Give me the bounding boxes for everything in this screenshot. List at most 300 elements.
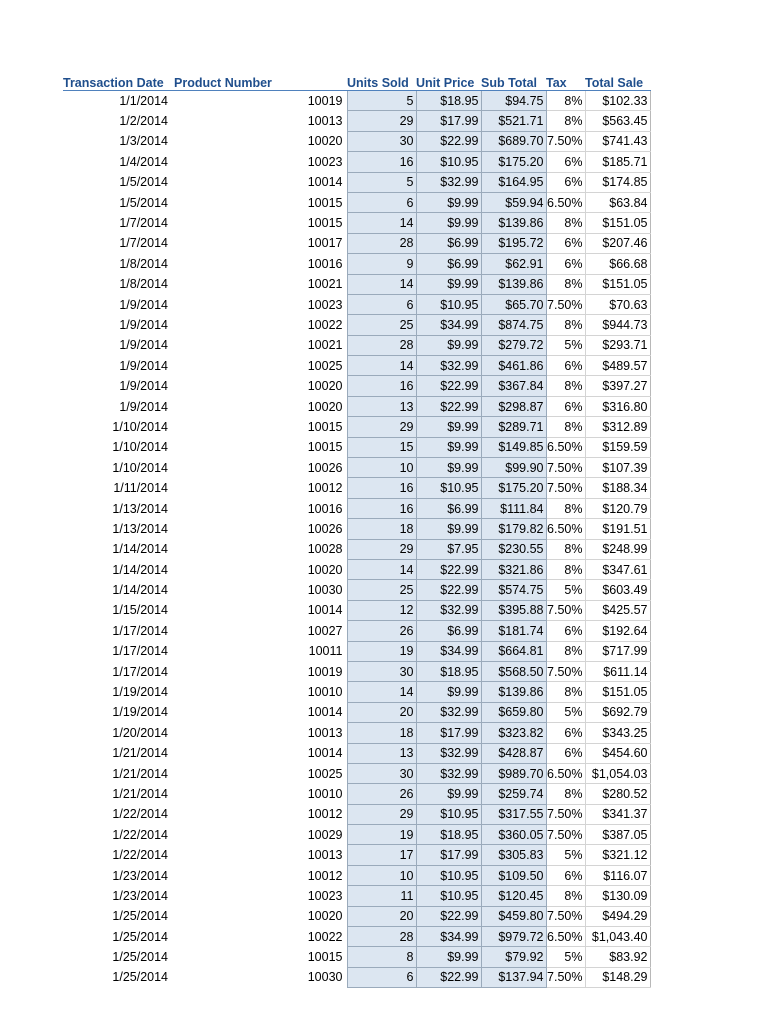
cell-units-sold: 29 (347, 539, 416, 559)
cell-total-sale: $191.51 (585, 519, 650, 539)
cell-tax: 6% (546, 152, 585, 172)
cell-units-sold: 30 (347, 763, 416, 783)
cell-units-sold: 10 (347, 865, 416, 885)
cell-sub-total: $230.55 (481, 539, 546, 559)
cell-tax: 8% (546, 91, 585, 111)
cell-total-sale: $321.12 (585, 845, 650, 865)
cell-transaction-date: 1/8/2014 (119, 256, 168, 271)
cell-units-sold: 6 (347, 192, 416, 212)
table-row (63, 111, 650, 131)
cell-tax: 8% (546, 315, 585, 335)
cell-sub-total: $62.91 (481, 254, 546, 274)
cell-unit-price: $22.99 (416, 580, 481, 600)
cell-units-sold: 18 (347, 723, 416, 743)
cell-tax: 6% (546, 396, 585, 416)
table-row (63, 947, 650, 967)
cell-product-number: 10030 (307, 583, 343, 598)
header-unit-price: Unit Price (416, 72, 481, 91)
cell-unit-price: $7.95 (416, 539, 481, 559)
cell-product-number: 10013 (307, 848, 343, 863)
cell-transaction-date: 1/14/2014 (112, 542, 168, 557)
table-row (63, 458, 650, 478)
cell-sub-total: $179.82 (481, 519, 546, 539)
cell-unit-price: $10.95 (416, 886, 481, 906)
table-row (63, 723, 650, 743)
cell-product-number: 10020 (307, 562, 343, 577)
table-row (63, 315, 650, 335)
cell-product-number: 10013 (307, 114, 343, 129)
cell-total-sale: $454.60 (585, 743, 650, 763)
cell-sub-total: $574.75 (481, 580, 546, 600)
cell-unit-price: $9.99 (416, 274, 481, 294)
cell-product-number: 10017 (307, 236, 343, 251)
cell-units-sold: 26 (347, 784, 416, 804)
cell-units-sold: 28 (347, 335, 416, 355)
cell-sub-total: $139.86 (481, 682, 546, 702)
cell-transaction-date: 1/9/2014 (119, 358, 168, 373)
cell-tax: 6% (546, 172, 585, 192)
cell-total-sale: $692.79 (585, 702, 650, 722)
table-row (63, 131, 650, 151)
cell-product-number: 10022 (307, 317, 343, 332)
table-row (63, 927, 650, 947)
cell-total-sale: $151.05 (585, 682, 650, 702)
cell-sub-total: $568.50 (481, 661, 546, 681)
cell-units-sold: 19 (347, 825, 416, 845)
cell-transaction-date: 1/11/2014 (113, 481, 168, 496)
cell-unit-price: $9.99 (416, 519, 481, 539)
cell-total-sale: $248.99 (585, 539, 650, 559)
cell-product-number: 10029 (307, 827, 343, 842)
cell-tax: 8% (546, 111, 585, 131)
cell-product-number: 10021 (307, 277, 343, 292)
cell-product-number: 10016 (307, 256, 343, 271)
cell-unit-price: $17.99 (416, 111, 481, 131)
cell-tax: 8% (546, 682, 585, 702)
cell-product-number: 10014 (307, 746, 343, 761)
cell-units-sold: 29 (347, 417, 416, 437)
table-row (63, 865, 650, 885)
cell-unit-price: $22.99 (416, 906, 481, 926)
table-row (63, 886, 650, 906)
cell-tax: 5% (546, 335, 585, 355)
cell-product-number: 10030 (307, 970, 343, 985)
cell-total-sale: $1,043.40 (585, 927, 650, 947)
table-row (63, 91, 650, 111)
cell-product-number: 10019 (307, 93, 343, 108)
cell-product-number: 10020 (307, 379, 343, 394)
cell-units-sold: 12 (347, 600, 416, 620)
cell-unit-price: $34.99 (416, 315, 481, 335)
cell-unit-price: $9.99 (416, 784, 481, 804)
cell-unit-price: $32.99 (416, 356, 481, 376)
cell-total-sale: $185.71 (585, 152, 650, 172)
header-sub-total: Sub Total (481, 72, 546, 91)
cell-total-sale: $70.63 (585, 294, 650, 314)
cell-units-sold: 28 (347, 927, 416, 947)
cell-tax: 6% (546, 743, 585, 763)
cell-unit-price: $22.99 (416, 396, 481, 416)
cell-tax: 7.50% (546, 131, 585, 151)
cell-sub-total: $305.83 (481, 845, 546, 865)
table-row (63, 254, 650, 274)
cell-sub-total: $298.87 (481, 396, 546, 416)
cell-sub-total: $139.86 (481, 213, 546, 233)
cell-transaction-date: 1/5/2014 (119, 195, 168, 210)
cell-tax: 5% (546, 845, 585, 865)
cell-tax: 7.50% (546, 661, 585, 681)
cell-tax: 6.50% (546, 192, 585, 212)
cell-sub-total: $321.86 (481, 559, 546, 579)
cell-sub-total: $175.20 (481, 152, 546, 172)
cell-unit-price: $22.99 (416, 376, 481, 396)
cell-product-number: 10019 (307, 664, 343, 679)
cell-unit-price: $6.99 (416, 498, 481, 518)
cell-transaction-date: 1/7/2014 (119, 216, 168, 231)
cell-product-number: 10028 (307, 542, 343, 557)
cell-unit-price: $22.99 (416, 559, 481, 579)
cell-units-sold: 6 (347, 967, 416, 987)
cell-tax: 6.50% (546, 437, 585, 457)
cell-tax: 8% (546, 539, 585, 559)
cell-unit-price: $32.99 (416, 763, 481, 783)
cell-unit-price: $10.95 (416, 152, 481, 172)
cell-sub-total: $521.71 (481, 111, 546, 131)
cell-product-number: 10010 (307, 685, 343, 700)
cell-sub-total: $289.71 (481, 417, 546, 437)
cell-sub-total: $137.94 (481, 967, 546, 987)
cell-total-sale: $159.59 (585, 437, 650, 457)
cell-sub-total: $65.70 (481, 294, 546, 314)
cell-units-sold: 25 (347, 580, 416, 600)
table-row (63, 682, 650, 702)
cell-unit-price: $17.99 (416, 723, 481, 743)
cell-product-number: 10015 (307, 419, 343, 434)
table-row (63, 294, 650, 314)
cell-unit-price: $32.99 (416, 172, 481, 192)
table-row (63, 600, 650, 620)
cell-unit-price: $17.99 (416, 845, 481, 865)
cell-product-number: 10013 (307, 725, 343, 740)
cell-unit-price: $9.99 (416, 437, 481, 457)
table-row (63, 152, 650, 172)
cell-product-number: 10014 (307, 705, 343, 720)
table-row (63, 172, 650, 192)
cell-total-sale: $611.14 (585, 661, 650, 681)
cell-sub-total: $120.45 (481, 886, 546, 906)
cell-units-sold: 11 (347, 886, 416, 906)
cell-units-sold: 26 (347, 621, 416, 641)
cell-sub-total: $99.90 (481, 458, 546, 478)
cell-units-sold: 15 (347, 437, 416, 457)
table-row (63, 661, 650, 681)
cell-tax: 7.50% (546, 825, 585, 845)
cell-unit-price: $9.99 (416, 213, 481, 233)
cell-unit-price: $10.95 (416, 478, 481, 498)
cell-sub-total: $459.80 (481, 906, 546, 926)
table-row (63, 784, 650, 804)
cell-units-sold: 9 (347, 254, 416, 274)
cell-tax: 8% (546, 274, 585, 294)
cell-units-sold: 14 (347, 274, 416, 294)
cell-units-sold: 13 (347, 396, 416, 416)
cell-tax: 6% (546, 254, 585, 274)
cell-sub-total: $111.84 (481, 498, 546, 518)
cell-product-number: 10025 (307, 358, 343, 373)
cell-total-sale: $63.84 (585, 192, 650, 212)
cell-product-number: 10010 (307, 786, 343, 801)
cell-unit-price: $9.99 (416, 458, 481, 478)
cell-units-sold: 19 (347, 641, 416, 661)
table-row (63, 539, 650, 559)
cell-sub-total: $94.75 (481, 91, 546, 111)
cell-transaction-date: 1/5/2014 (119, 175, 168, 190)
cell-unit-price: $22.99 (416, 131, 481, 151)
cell-sub-total: $279.72 (481, 335, 546, 355)
cell-product-number: 10027 (307, 623, 343, 638)
cell-total-sale: $66.68 (585, 254, 650, 274)
cell-sub-total: $149.85 (481, 437, 546, 457)
cell-tax: 5% (546, 580, 585, 600)
cell-tax: 6% (546, 865, 585, 885)
cell-transaction-date: 1/22/2014 (112, 848, 168, 863)
cell-sub-total: $428.87 (481, 743, 546, 763)
cell-units-sold: 14 (347, 559, 416, 579)
cell-units-sold: 16 (347, 478, 416, 498)
cell-transaction-date: 1/25/2014 (112, 970, 168, 985)
header-units-sold: Units Sold (347, 72, 416, 91)
cell-unit-price: $10.95 (416, 294, 481, 314)
cell-sub-total: $461.86 (481, 356, 546, 376)
cell-sub-total: $195.72 (481, 233, 546, 253)
cell-tax: 8% (546, 498, 585, 518)
cell-unit-price: $9.99 (416, 417, 481, 437)
cell-product-number: 10023 (307, 297, 343, 312)
cell-product-number: 10022 (307, 929, 343, 944)
cell-unit-price: $9.99 (416, 192, 481, 212)
cell-transaction-date: 1/9/2014 (119, 399, 168, 414)
cell-total-sale: $717.99 (585, 641, 650, 661)
cell-total-sale: $494.29 (585, 906, 650, 926)
cell-tax: 7.50% (546, 458, 585, 478)
cell-sub-total: $659.80 (481, 702, 546, 722)
cell-units-sold: 14 (347, 682, 416, 702)
cell-transaction-date: 1/17/2014 (112, 644, 168, 659)
cell-transaction-date: 1/19/2014 (112, 685, 168, 700)
cell-transaction-date: 1/9/2014 (119, 297, 168, 312)
cell-tax: 8% (546, 784, 585, 804)
cell-total-sale: $280.52 (585, 784, 650, 804)
cell-product-number: 10012 (307, 481, 343, 496)
cell-product-number: 10020 (307, 909, 343, 924)
cell-transaction-date: 1/25/2014 (112, 950, 168, 965)
cell-unit-price: $9.99 (416, 947, 481, 967)
table-row (63, 417, 650, 437)
cell-sub-total: $259.74 (481, 784, 546, 804)
cell-total-sale: $130.09 (585, 886, 650, 906)
cell-sub-total: $367.84 (481, 376, 546, 396)
cell-total-sale: $741.43 (585, 131, 650, 151)
cell-total-sale: $107.39 (585, 458, 650, 478)
cell-total-sale: $83.92 (585, 947, 650, 967)
table-row (63, 825, 650, 845)
cell-unit-price: $18.95 (416, 825, 481, 845)
cell-total-sale: $563.45 (585, 111, 650, 131)
cell-unit-price: $9.99 (416, 682, 481, 702)
cell-unit-price: $22.99 (416, 967, 481, 987)
table-row (63, 498, 650, 518)
cell-product-number: 10026 (307, 521, 343, 536)
header-transaction-date: Transaction Date (63, 72, 174, 91)
cell-tax: 6.50% (546, 927, 585, 947)
cell-units-sold: 16 (347, 498, 416, 518)
table-row (63, 376, 650, 396)
cell-total-sale: $343.25 (585, 723, 650, 743)
cell-unit-price: $34.99 (416, 927, 481, 947)
table-row (63, 233, 650, 253)
cell-unit-price: $32.99 (416, 743, 481, 763)
cell-units-sold: 10 (347, 458, 416, 478)
cell-transaction-date: 1/10/2014 (112, 440, 168, 455)
cell-total-sale: $207.46 (585, 233, 650, 253)
transactions-table (63, 72, 651, 988)
cell-tax: 7.50% (546, 804, 585, 824)
table-row (63, 396, 650, 416)
cell-transaction-date: 1/17/2014 (112, 623, 168, 638)
cell-transaction-date: 1/10/2014 (112, 419, 168, 434)
cell-transaction-date: 1/14/2014 (112, 583, 168, 598)
cell-transaction-date: 1/8/2014 (119, 277, 168, 292)
cell-product-number: 10016 (307, 501, 343, 516)
table-row (63, 437, 650, 457)
cell-units-sold: 16 (347, 152, 416, 172)
cell-units-sold: 8 (347, 947, 416, 967)
cell-transaction-date: 1/9/2014 (119, 338, 168, 353)
table-row (63, 213, 650, 233)
cell-transaction-date: 1/13/2014 (112, 521, 168, 536)
cell-sub-total: $164.95 (481, 172, 546, 192)
cell-total-sale: $116.07 (585, 865, 650, 885)
cell-tax: 7.50% (546, 600, 585, 620)
cell-transaction-date: 1/10/2014 (112, 460, 168, 475)
cell-tax: 7.50% (546, 906, 585, 926)
cell-unit-price: $32.99 (416, 702, 481, 722)
cell-sub-total: $181.74 (481, 621, 546, 641)
cell-total-sale: $174.85 (585, 172, 650, 192)
cell-tax: 6% (546, 233, 585, 253)
cell-units-sold: 30 (347, 661, 416, 681)
cell-tax: 5% (546, 947, 585, 967)
cell-units-sold: 29 (347, 111, 416, 131)
cell-units-sold: 6 (347, 294, 416, 314)
cell-unit-price: $6.99 (416, 254, 481, 274)
cell-tax: 8% (546, 376, 585, 396)
cell-total-sale: $944.73 (585, 315, 650, 335)
cell-product-number: 10015 (307, 216, 343, 231)
cell-product-number: 10023 (307, 888, 343, 903)
cell-total-sale: $293.71 (585, 335, 650, 355)
cell-units-sold: 17 (347, 845, 416, 865)
cell-total-sale: $316.80 (585, 396, 650, 416)
cell-product-number: 10015 (307, 440, 343, 455)
table-row (63, 906, 650, 926)
cell-unit-price: $9.99 (416, 335, 481, 355)
cell-product-number: 10014 (307, 603, 343, 618)
cell-units-sold: 20 (347, 906, 416, 926)
cell-unit-price: $18.95 (416, 661, 481, 681)
cell-unit-price: $6.99 (416, 621, 481, 641)
cell-units-sold: 20 (347, 702, 416, 722)
cell-transaction-date: 1/21/2014 (112, 746, 168, 761)
cell-sub-total: $989.70 (481, 763, 546, 783)
cell-transaction-date: 1/7/2014 (119, 236, 168, 251)
cell-total-sale: $151.05 (585, 274, 650, 294)
header-tax: Tax (546, 72, 585, 91)
table-row (63, 702, 650, 722)
cell-units-sold: 16 (347, 376, 416, 396)
cell-total-sale: $102.33 (585, 91, 650, 111)
header-product-number: Product Number (174, 72, 347, 91)
table-row (63, 519, 650, 539)
cell-units-sold: 29 (347, 804, 416, 824)
cell-transaction-date: 1/25/2014 (112, 929, 168, 944)
cell-product-number: 10021 (307, 338, 343, 353)
cell-transaction-date: 1/9/2014 (119, 317, 168, 332)
cell-units-sold: 5 (347, 172, 416, 192)
cell-sub-total: $109.50 (481, 865, 546, 885)
cell-sub-total: $360.05 (481, 825, 546, 845)
table-row (63, 356, 650, 376)
cell-units-sold: 30 (347, 131, 416, 151)
cell-product-number: 10023 (307, 154, 343, 169)
cell-tax: 8% (546, 886, 585, 906)
cell-transaction-date: 1/2/2014 (119, 114, 168, 129)
cell-transaction-date: 1/19/2014 (112, 705, 168, 720)
cell-tax: 7.50% (546, 478, 585, 498)
cell-product-number: 10015 (307, 950, 343, 965)
table-row (63, 580, 650, 600)
cell-total-sale: $341.37 (585, 804, 650, 824)
cell-sub-total: $395.88 (481, 600, 546, 620)
cell-sub-total: $59.94 (481, 192, 546, 212)
table-row (63, 845, 650, 865)
cell-transaction-date: 1/23/2014 (112, 868, 168, 883)
cell-units-sold: 14 (347, 213, 416, 233)
cell-transaction-date: 1/20/2014 (112, 725, 168, 740)
cell-product-number: 10012 (307, 868, 343, 883)
cell-transaction-date: 1/9/2014 (119, 379, 168, 394)
cell-transaction-date: 1/22/2014 (112, 827, 168, 842)
cell-product-number: 10014 (307, 175, 343, 190)
cell-total-sale: $387.05 (585, 825, 650, 845)
cell-units-sold: 13 (347, 743, 416, 763)
cell-total-sale: $1,054.03 (585, 763, 650, 783)
cell-sub-total: $317.55 (481, 804, 546, 824)
cell-unit-price: $34.99 (416, 641, 481, 661)
cell-product-number: 10011 (308, 644, 343, 659)
table-row (63, 641, 650, 661)
cell-transaction-date: 1/22/2014 (112, 807, 168, 822)
cell-transaction-date: 1/13/2014 (112, 501, 168, 516)
table-row (63, 967, 650, 987)
cell-total-sale: $347.61 (585, 559, 650, 579)
cell-total-sale: $120.79 (585, 498, 650, 518)
cell-total-sale: $151.05 (585, 213, 650, 233)
cell-sub-total: $874.75 (481, 315, 546, 335)
header-total-sale: Total Sale (585, 72, 650, 91)
cell-sub-total: $175.20 (481, 478, 546, 498)
cell-units-sold: 5 (347, 91, 416, 111)
